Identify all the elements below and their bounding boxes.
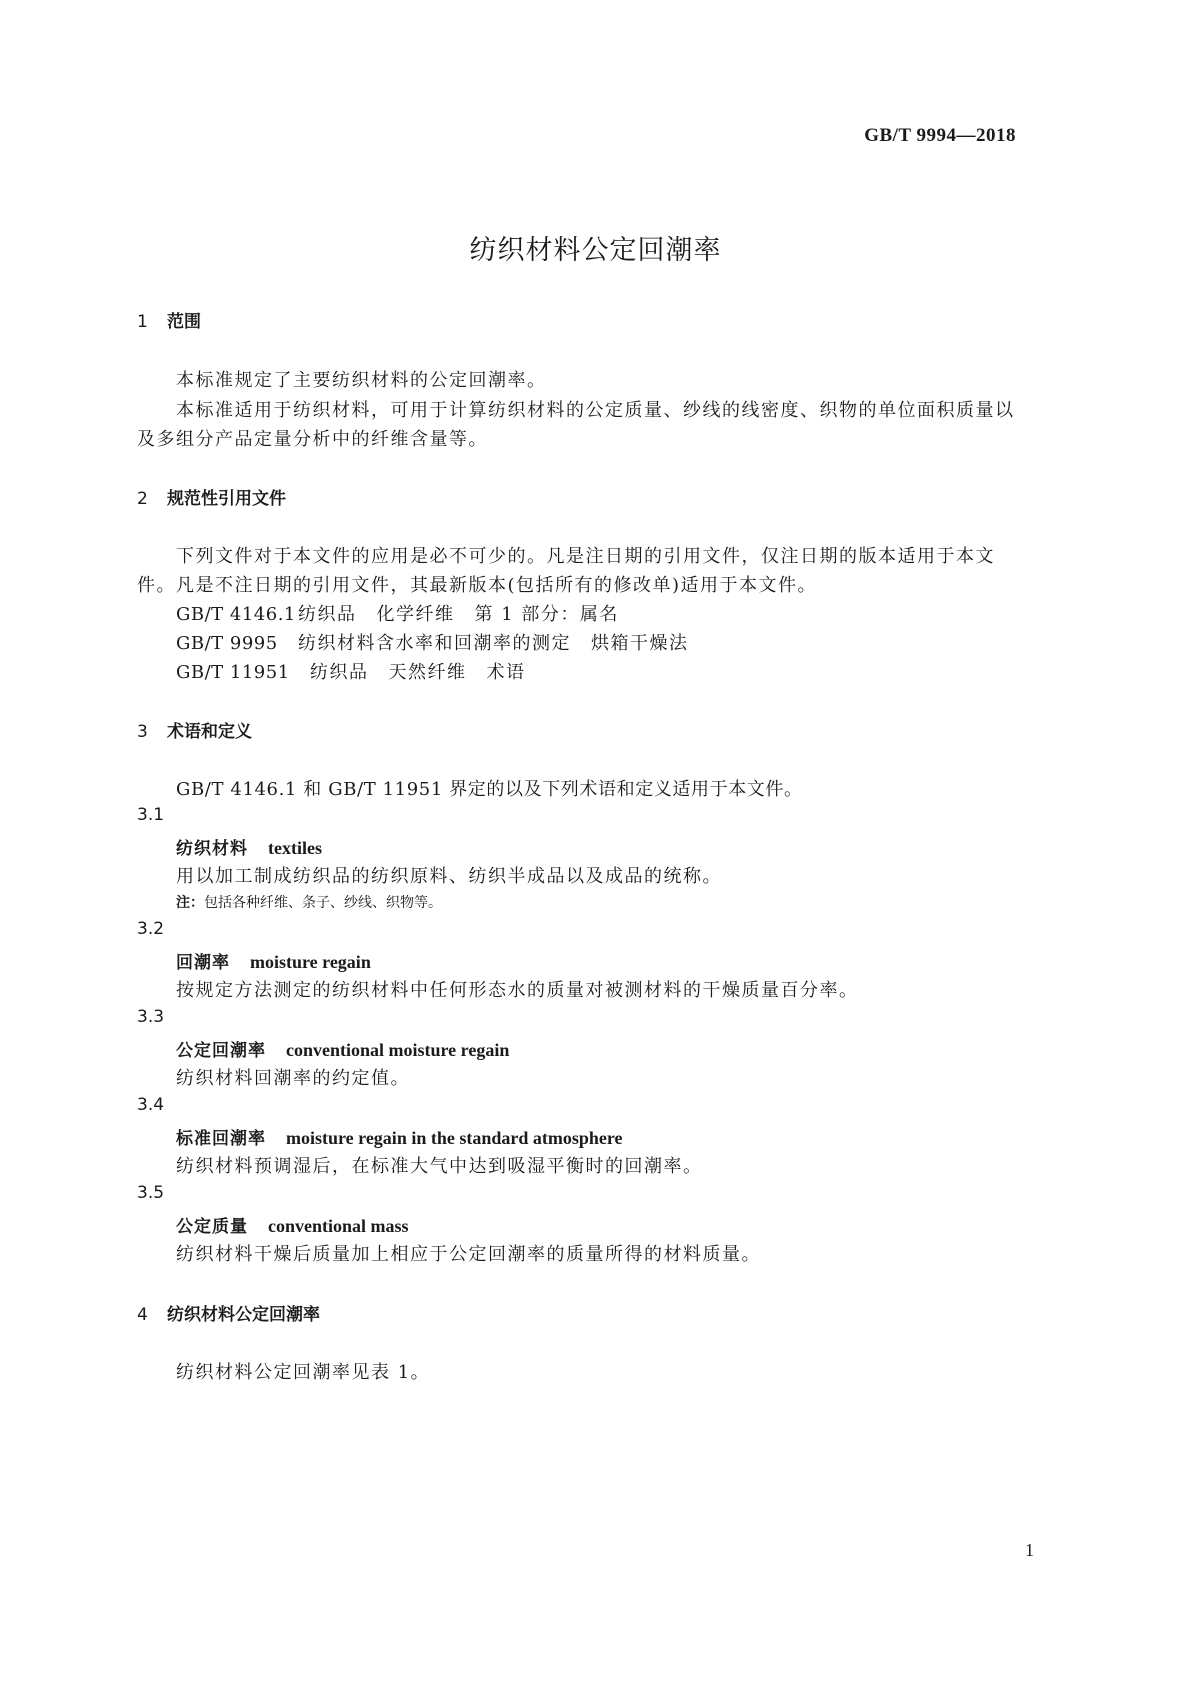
section-number: 4 bbox=[137, 1305, 148, 1325]
section-number: 1 bbox=[137, 312, 148, 332]
paragraph-continuation: 件。凡是不注日期的引用文件，其最新版本(包括所有的修改单)适用于本文件。 bbox=[137, 575, 818, 596]
term-zh: 公定回潮率 bbox=[176, 1041, 266, 1061]
reference-title-part: 第 1 部分：属名 bbox=[474, 604, 619, 625]
term-en: textiles bbox=[268, 838, 322, 858]
term-definition: 纺织材料干燥后质量加上相应于公定回潮率的质量所得的材料质量。 bbox=[176, 1244, 761, 1265]
term-en: moisture regain bbox=[250, 952, 371, 972]
page-number: 1 bbox=[1025, 1540, 1034, 1560]
term-entry bbox=[176, 948, 371, 973]
section-heading-normative-references bbox=[137, 484, 286, 509]
document-title: 纺织材料公定回潮率 bbox=[469, 235, 722, 266]
term-number: 3.2 bbox=[137, 919, 165, 939]
reference-item bbox=[176, 600, 619, 626]
note-label: 注： bbox=[176, 895, 204, 911]
term-zh: 纺织材料 bbox=[176, 839, 248, 859]
term-entry bbox=[176, 1036, 509, 1061]
term-number: 3.3 bbox=[137, 1007, 165, 1027]
section-heading-terms-and-definitions bbox=[137, 717, 252, 742]
term-definition: 按规定方法测定的纺织材料中任何形态水的质量对被测材料的干燥质量百分率。 bbox=[176, 980, 859, 1001]
term-zh: 公定质量 bbox=[176, 1217, 248, 1237]
reference-item bbox=[176, 629, 689, 655]
reference-title-part: 纺织品 bbox=[298, 604, 357, 625]
reference-title-part: 烘箱干燥法 bbox=[591, 633, 689, 654]
term-entry bbox=[176, 834, 322, 859]
reference-code: GB/T 11951 bbox=[176, 662, 290, 683]
term-entry bbox=[176, 1124, 623, 1149]
term-zh: 标准回潮率 bbox=[176, 1129, 266, 1149]
note-text: 包括各种纤维、条子、纱线、织物等。 bbox=[204, 895, 442, 911]
term-definition: 用以加工制成纺织品的纺织原料、纺织半成品以及成品的统称。 bbox=[176, 866, 722, 887]
reference-item bbox=[176, 658, 526, 684]
reference-title-part: 纺织材料含水率和回潮率的测定 bbox=[298, 633, 571, 654]
term-en: conventional mass bbox=[268, 1216, 409, 1236]
reference-code: GB/T 9995 bbox=[176, 633, 278, 654]
section-heading-scope bbox=[137, 307, 201, 332]
paragraph: 本标准规定了主要纺织材料的公定回潮率。 bbox=[176, 370, 547, 391]
section-title: 规范性引用文件 bbox=[167, 489, 286, 509]
term-en: conventional moisture regain bbox=[286, 1040, 510, 1060]
reference-title-part: 天然纤维 bbox=[388, 662, 467, 683]
term-number: 3.1 bbox=[137, 805, 165, 825]
standard-code: GB/T 9994—2018 bbox=[864, 125, 1016, 146]
section-title: 范围 bbox=[167, 312, 201, 332]
section-heading-conventional-moisture-regain bbox=[137, 1300, 320, 1325]
section-number: 3 bbox=[137, 722, 148, 742]
reference-code: GB/T 4146.1 bbox=[176, 604, 296, 625]
paragraph: GB/T 4146.1 和 GB/T 11951 界定的以及下列术语和定义适用于本文件。 bbox=[176, 779, 803, 800]
paragraph: 本标准适用于纺织材料，可用于计算纺织材料的公定质量、纱线的线密度、织物的单位面积质量以 bbox=[176, 400, 1015, 421]
term-note bbox=[176, 892, 442, 912]
section-title: 纺织材料公定回潮率 bbox=[167, 1305, 320, 1325]
term-entry bbox=[176, 1212, 409, 1237]
term-number: 3.4 bbox=[137, 1095, 165, 1115]
paragraph: 纺织材料公定回潮率见表 1。 bbox=[176, 1362, 431, 1383]
term-zh: 回潮率 bbox=[176, 953, 230, 973]
term-number: 3.5 bbox=[137, 1183, 165, 1203]
reference-title-part: 化学纤维 bbox=[376, 604, 455, 625]
paragraph: 下列文件对于本文件的应用是必不可少的。凡是注日期的引用文件，仅注日期的版本适用于本文 bbox=[176, 546, 995, 567]
section-number: 2 bbox=[137, 489, 148, 509]
section-title: 术语和定义 bbox=[167, 722, 252, 742]
reference-title-part: 术语 bbox=[486, 662, 526, 683]
paragraph-continuation: 及多组分产品定量分析中的纤维含量等。 bbox=[137, 429, 488, 450]
term-definition: 纺织材料回潮率的约定值。 bbox=[176, 1068, 410, 1089]
term-definition: 纺织材料预调湿后，在标准大气中达到吸湿平衡时的回潮率。 bbox=[176, 1156, 703, 1177]
term-en: moisture regain in the standard atmosphere bbox=[286, 1128, 623, 1148]
reference-title-part: 纺织品 bbox=[310, 662, 369, 683]
